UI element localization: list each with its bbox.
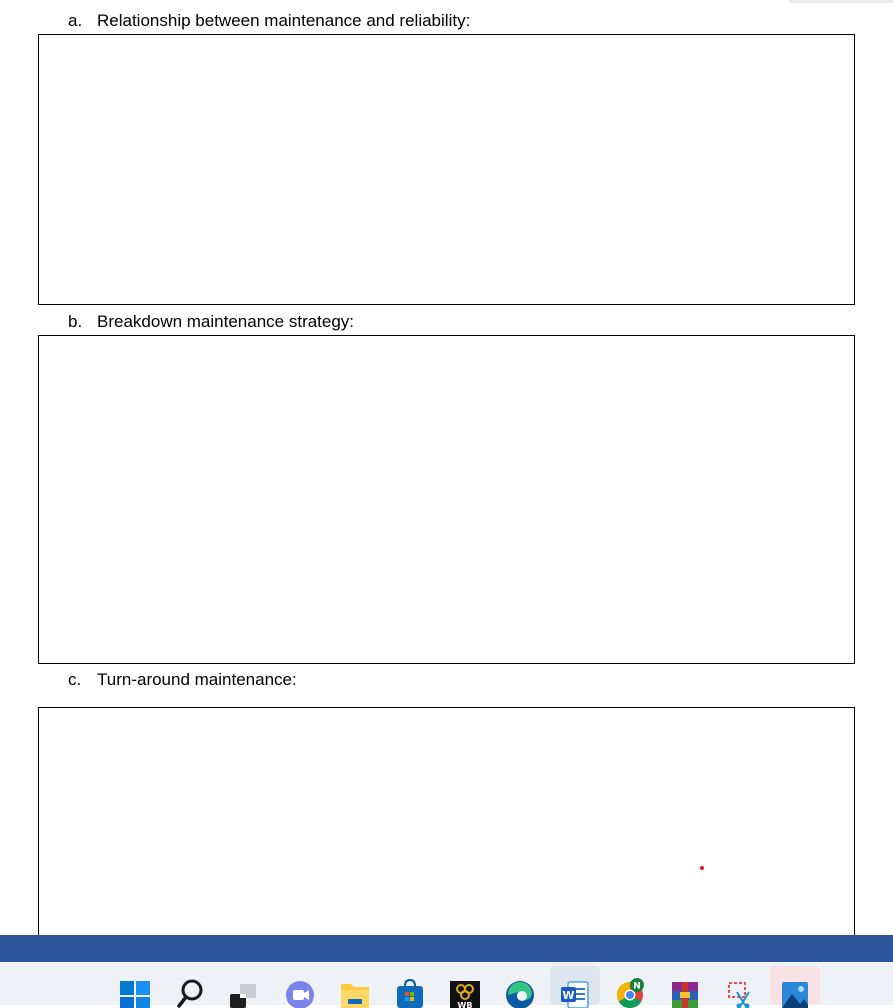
folder-icon: [340, 978, 370, 1008]
taskbar-start-button[interactable]: [110, 966, 160, 1005]
taskbar-edge-button[interactable]: [495, 966, 545, 1005]
chrome-profile-badge: N: [633, 982, 641, 992]
word-icon-letter: W: [562, 989, 574, 1002]
scissors-icon: [725, 978, 755, 1008]
store-icon: [395, 978, 425, 1008]
windows-start-icon: [120, 978, 150, 1008]
taskbar-snipping-tool-button[interactable]: [715, 966, 765, 1005]
teams-chat-icon: [285, 978, 315, 1008]
winrar-icon: [670, 978, 700, 1008]
question-a-label: [68, 11, 470, 31]
taskbar-photos-button[interactable]: [770, 966, 820, 1005]
question-a-letter: a.: [68, 11, 97, 31]
answer-box-b[interactable]: [38, 335, 855, 664]
taskbar-winrar-button[interactable]: [660, 966, 710, 1005]
task-view-icon: [230, 978, 260, 1008]
word-icon: [560, 978, 590, 1008]
question-c-label: [68, 670, 297, 690]
wb-app-icon: [450, 978, 480, 1008]
chrome-icon: [615, 978, 645, 1008]
taskbar-file-explorer-button[interactable]: [330, 966, 380, 1005]
taskbar-wb-app-button[interactable]: [440, 966, 490, 1005]
taskbar-chrome-button[interactable]: [605, 966, 655, 1005]
question-b-letter: b.: [68, 312, 97, 332]
taskbar-store-button[interactable]: [385, 966, 435, 1005]
wb-app-label: WB: [458, 1001, 473, 1008]
taskbar-search-button[interactable]: [165, 966, 215, 1005]
window-edge: [790, 0, 893, 3]
question-b-label: [68, 312, 354, 332]
question-b-text: Breakdown maintenance strategy:: [97, 312, 354, 331]
search-icon: [175, 978, 205, 1008]
red-cursor-dot: [700, 866, 704, 870]
question-c-text: Turn-around maintenance:: [97, 670, 297, 689]
photos-icon: [780, 978, 810, 1008]
answer-box-c[interactable]: [38, 707, 855, 949]
answer-box-a[interactable]: [38, 34, 855, 305]
taskbar-task-view-button[interactable]: [220, 966, 270, 1005]
taskbar-teams-chat-button[interactable]: [275, 966, 325, 1005]
windows-taskbar: [0, 962, 893, 1005]
word-status-bar: [0, 935, 893, 962]
edge-icon: [505, 978, 535, 1008]
question-c-letter: c.: [68, 670, 97, 690]
taskbar-word-button[interactable]: [550, 966, 600, 1005]
question-a-text: Relationship between maintenance and reliability:: [97, 11, 470, 30]
